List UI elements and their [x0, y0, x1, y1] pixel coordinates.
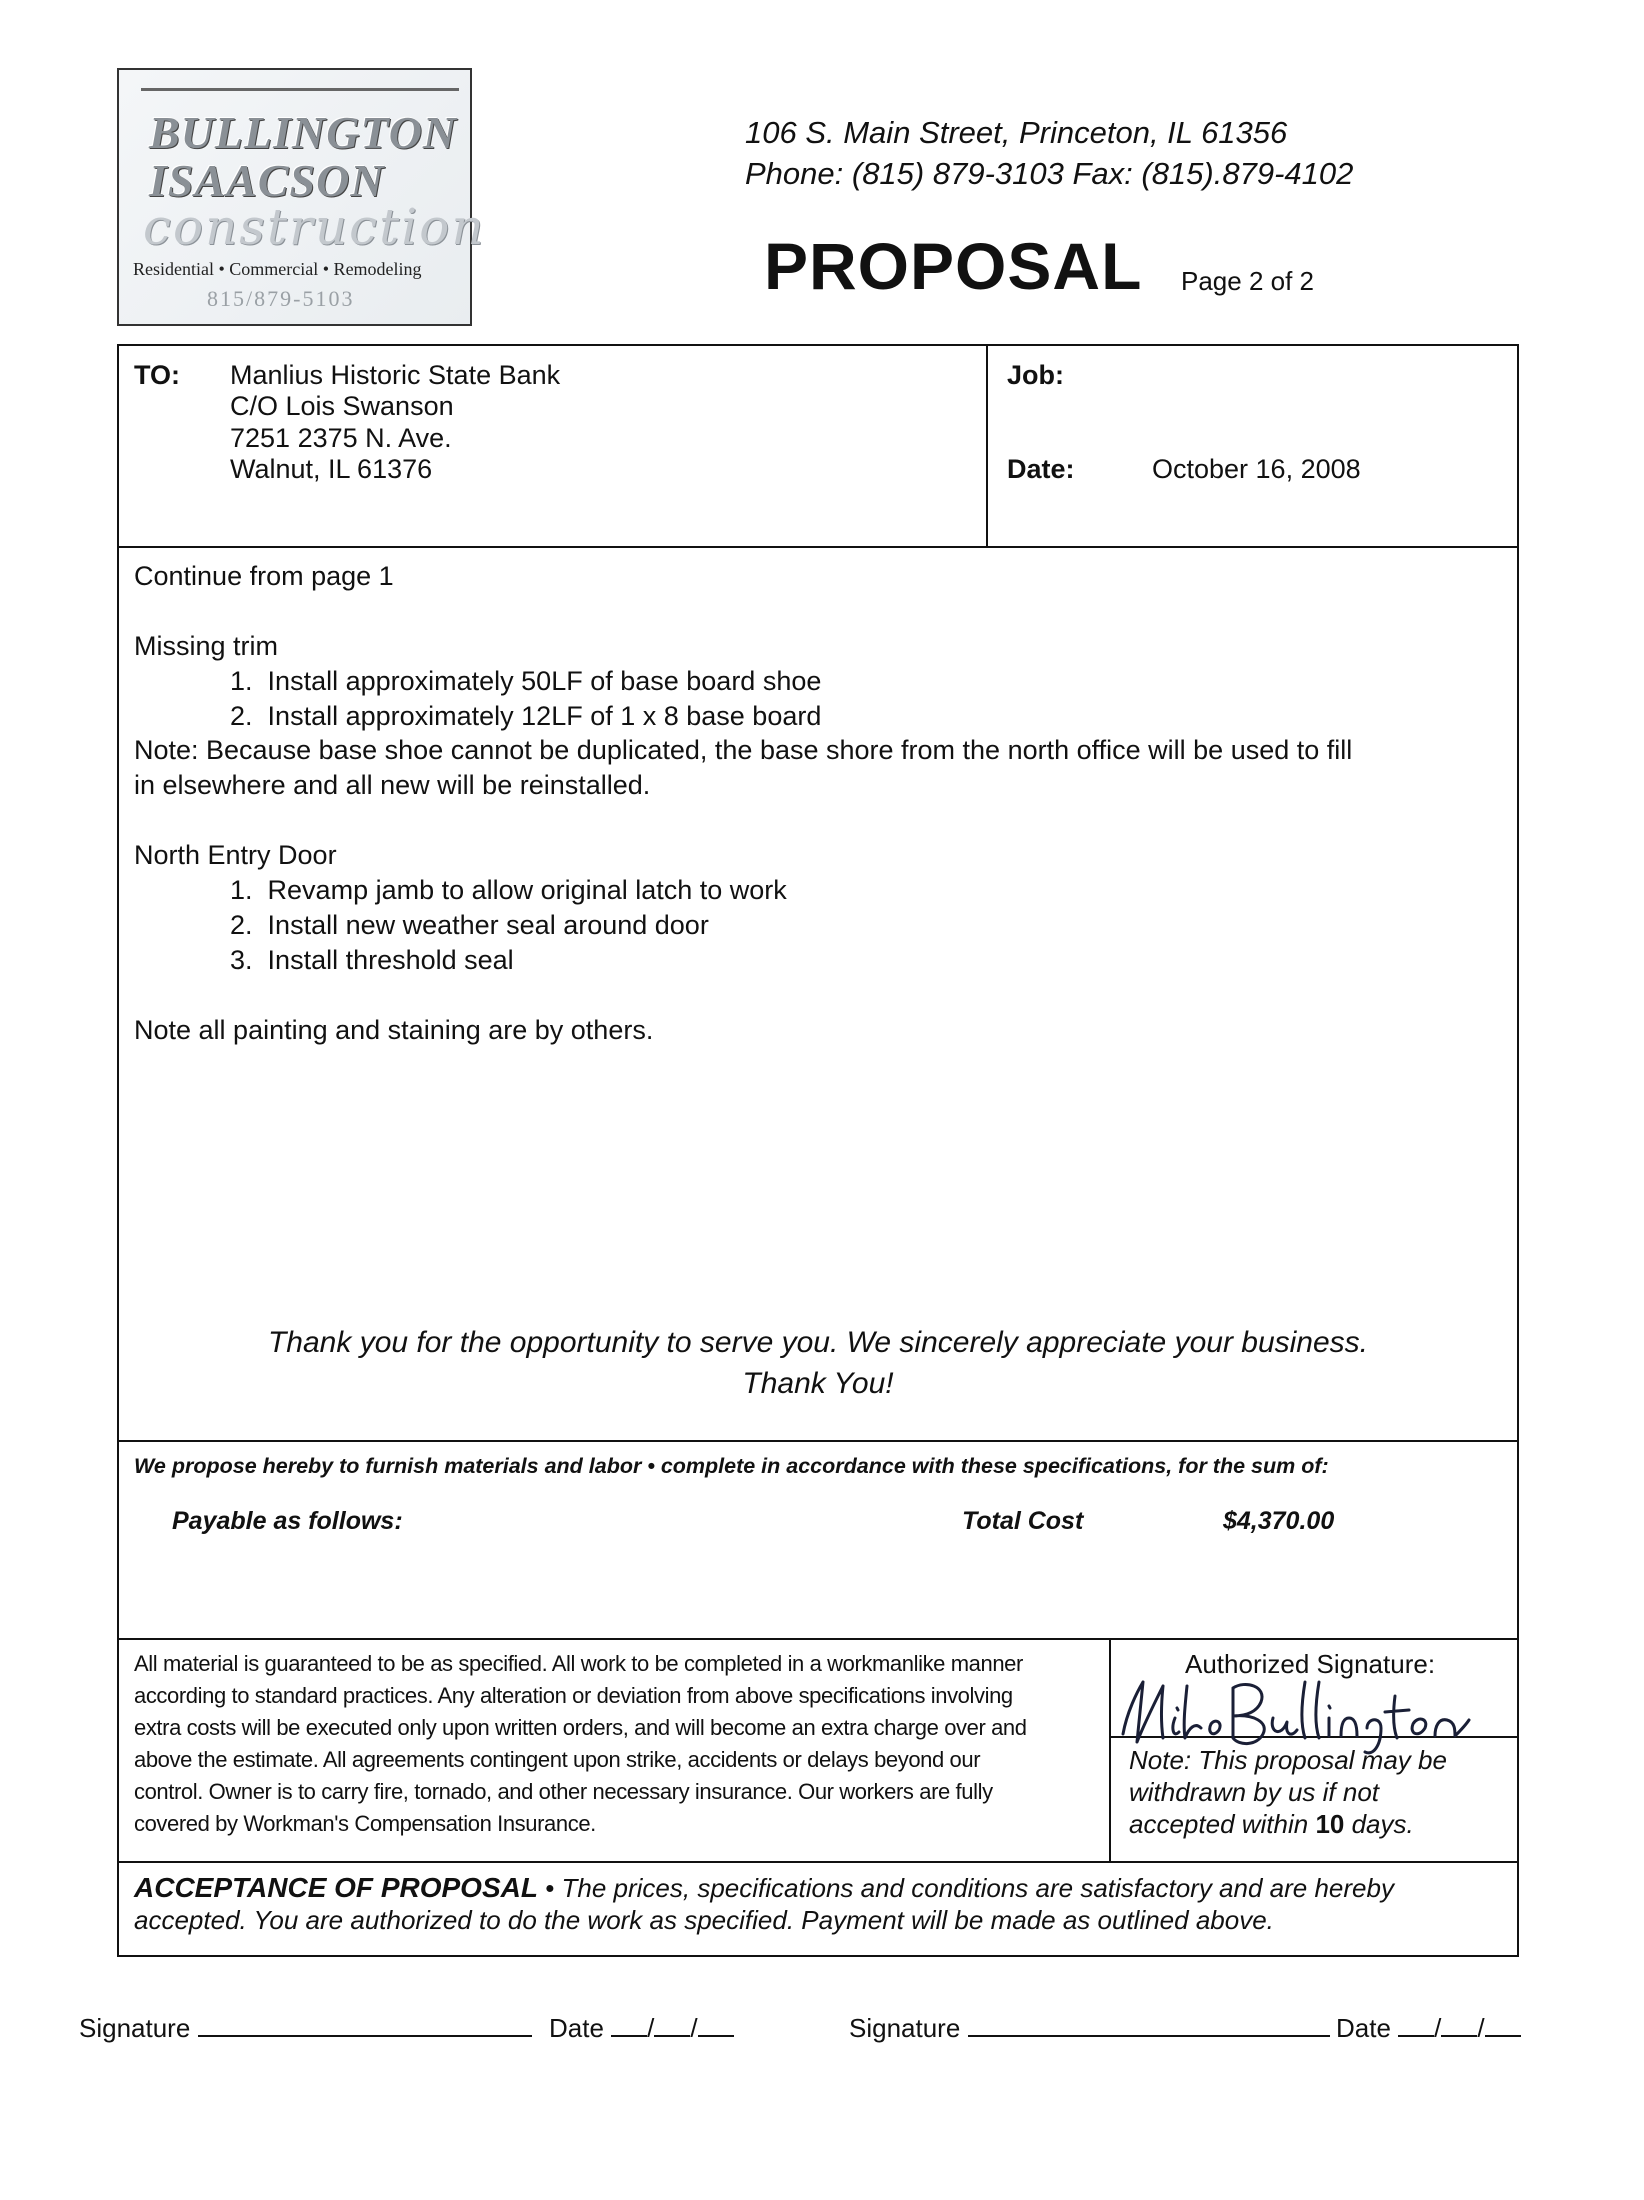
to-line-4: Walnut, IL 61376	[230, 454, 433, 484]
terms-line-6: covered by Workman's Compensation Insurance.	[134, 1811, 596, 1836]
list-text: Install new weather seal around door	[267, 910, 709, 940]
payable-label: Payable as follows:	[172, 1507, 403, 1535]
logo-name-line2: ISAACSON	[149, 155, 385, 206]
logo-script: construction	[143, 198, 486, 256]
date-sep: /	[647, 2013, 655, 2043]
thank-you-line-1: Thank you for the opportunity to serve you. We sincerely appreciate your business.	[267, 1326, 1369, 1359]
divider-header	[119, 546, 1517, 548]
date-day-line[interactable]	[1441, 2013, 1477, 2037]
to-line-1: Manlius Historic State Bank	[230, 360, 561, 390]
signature-line[interactable]	[198, 2013, 532, 2037]
handwritten-signature	[1115, 1672, 1475, 1762]
company-address: 106 S. Main Street, Princeton, IL 61356	[745, 115, 1288, 150]
list-item	[230, 701, 821, 732]
date-sep: /	[690, 2013, 698, 2043]
acceptance-line-2: accepted. You are authorized to do the work as specified. Payment will be made as outlined above.	[134, 1905, 1274, 1935]
divider-acceptance	[119, 1861, 1517, 1863]
divider-propose	[119, 1638, 1517, 1640]
acceptance-line-1	[134, 1872, 1394, 1904]
withdraw-note-post: days.	[1344, 1809, 1414, 1839]
date-sep: /	[1434, 2013, 1442, 2043]
withdraw-note-line-2: withdrawn by us if not	[1129, 1777, 1380, 1807]
company-logo	[117, 68, 486, 326]
list-item	[230, 666, 821, 697]
document-title: PROPOSAL	[764, 229, 1143, 303]
divider-body	[119, 1440, 1517, 1442]
list-text: Install approximately 12LF of 1 x 8 base board	[267, 701, 822, 731]
list-item	[230, 945, 514, 976]
date-sep: /	[1477, 2013, 1485, 2043]
note-line-1: Note: Because base shoe cannot be duplicated, the base shore from the north office will be used to fill	[134, 735, 1353, 765]
customer-signature-2[interactable]	[849, 2013, 1330, 2044]
terms-line-2: according to standard practices. Any alteration or deviation from above specifications involving	[134, 1683, 1013, 1708]
section-title-missing-trim: Missing trim	[134, 631, 279, 661]
withdraw-note-pre: accepted within	[1129, 1809, 1316, 1839]
divider-to-job	[986, 346, 988, 546]
date-year-line[interactable]	[698, 2013, 734, 2037]
list-item	[230, 875, 787, 906]
withdraw-note-line-3	[1129, 1808, 1414, 1840]
list-number: 2.	[230, 701, 253, 731]
terms-line-3: extra costs will be executed only upon written orders, and will become an extra charge over and	[134, 1715, 1027, 1740]
page-number: Page 2 of 2	[1181, 266, 1314, 296]
list-number: 1.	[230, 666, 253, 696]
terms-line-5: control. Owner is to carry fire, tornado, and other necessary insurance. Our workers are fully	[134, 1779, 993, 1804]
logo-phone: 815/879-5103	[207, 286, 355, 311]
withdraw-note-line-1: Note: This proposal may be	[1129, 1745, 1447, 1775]
date-label: Date	[549, 2013, 604, 2043]
acceptance-text-1: • The prices, specifications and conditions are satisfactory and are hereby	[537, 1873, 1394, 1903]
list-item	[230, 910, 709, 941]
to-label: TO:	[134, 360, 180, 390]
list-text: Install threshold seal	[267, 945, 514, 975]
list-number: 1.	[230, 875, 253, 905]
company-phone-fax: Phone: (815) 879-3103 Fax: (815).879-4102	[745, 156, 1354, 191]
customer-date-2[interactable]	[1336, 2013, 1521, 2044]
thank-you-line-2: Thank You!	[742, 1367, 894, 1400]
customer-date-1[interactable]	[549, 2013, 734, 2044]
terms-line-4: above the estimate. All agreements contingent upon strike, accidents or delays beyond our	[134, 1747, 981, 1772]
divider-terms	[1109, 1638, 1111, 1861]
continue-note: Continue from page 1	[134, 561, 394, 591]
signature-line[interactable]	[968, 2013, 1330, 2037]
list-number: 2.	[230, 910, 253, 940]
note-line-2: in elsewhere and all new will be reinstalled.	[134, 770, 651, 800]
list-number: 3.	[230, 945, 253, 975]
logo-rule	[141, 88, 459, 91]
signature-label: Signature	[849, 2013, 961, 2043]
job-label: Job:	[1007, 360, 1064, 390]
to-line-2: C/O Lois Swanson	[230, 391, 454, 421]
painting-note: Note all painting and staining are by others.	[134, 1015, 654, 1045]
withdraw-days: 10	[1315, 1809, 1345, 1839]
date-label: Date:	[1007, 454, 1075, 484]
date-value: October 16, 2008	[1152, 454, 1361, 484]
to-line-3: 7251 2375 N. Ave.	[230, 423, 452, 453]
date-day-line[interactable]	[654, 2013, 690, 2037]
terms-line-1: All material is guaranteed to be as specified. All work to be completed in a workmanlike manner	[134, 1651, 1023, 1676]
total-cost-label: Total Cost	[962, 1507, 1084, 1535]
propose-statement: We propose hereby to furnish materials and labor • complete in accordance with these specifications, for the sum of:	[134, 1454, 1329, 1478]
authorized-signature-label: Authorized Signature:	[1185, 1649, 1436, 1679]
acceptance-title: ACCEPTANCE OF PROPOSAL	[134, 1872, 538, 1903]
total-cost-value: $4,370.00	[1223, 1507, 1335, 1535]
section-title-north-entry-door: North Entry Door	[134, 840, 337, 870]
list-text: Revamp jamb to allow original latch to work	[267, 875, 787, 905]
customer-signature-1[interactable]	[79, 2013, 532, 2044]
date-year-line[interactable]	[1485, 2013, 1521, 2037]
list-text: Install approximately 50LF of base board shoe	[267, 666, 822, 696]
date-month-line[interactable]	[611, 2013, 647, 2037]
logo-name-line1: BULLINGTON	[149, 107, 458, 158]
date-month-line[interactable]	[1398, 2013, 1434, 2037]
signature-label: Signature	[79, 2013, 191, 2043]
logo-tagline: Residential • Commercial • Remodeling	[133, 259, 422, 279]
date-label: Date	[1336, 2013, 1391, 2043]
